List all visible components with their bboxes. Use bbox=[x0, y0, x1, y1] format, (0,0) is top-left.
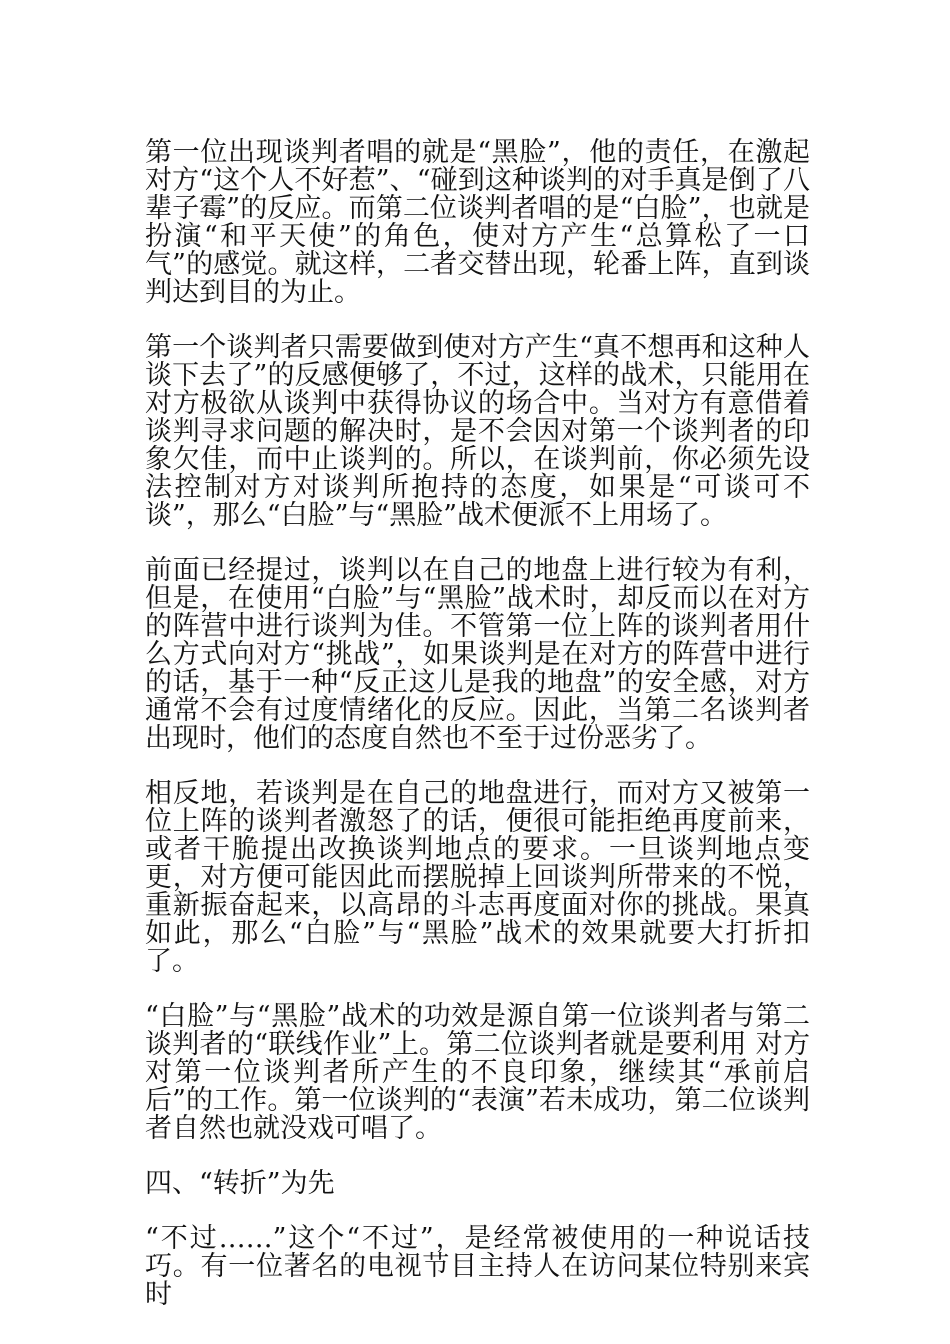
paragraph-however-technique: “不过……”这个“不过”，是经常被使用的一种说话技巧。有一位著名的电视节目主持人在访问某位特别来宾时 bbox=[145, 1223, 810, 1310]
paragraph-venue-advantage: 前面已经提过，谈判以在自己的地盘上进行较为有利，但是，在使用“白脸”与“黑脸”战术时，却反而以在对方的阵营中进行谈判为佳。不管第一位上阵的谈判者用什么方式向对方“挑战”，如果谈判是在对方的阵营中进行的话，基于一种“反正这儿是我的地盘”的安全感，对方通常不会有过度情绪化的反应。因此，当第二名谈判者出现时，他们的态度自然也不至于过份恶劣了。 bbox=[145, 555, 810, 754]
paragraph-home-venue-risk: 相反地，若谈判是在自己的地盘进行，而对方又被第一位上阵的谈判者激怒了的话，便很可能拒绝再度前来，或者干脆提出改换谈判地点的要求。一旦谈判地点变更，对方便可能因此而摆脱掉上回谈判所带来的不悦，重新振奋起来，以高昂的斗志再度面对你的挑战。果真如此，那么“白脸”与“黑脸”战术的效果就要大打折扣了。 bbox=[145, 778, 810, 977]
document-body bbox=[145, 139, 810, 1309]
paragraph-first-negotiator: 第一个谈判者只需要做到使对方产生“真不想再和这种人谈下去了”的反感便够了，不过，这样的战术，只能用在对方极欲从谈判中获得协议的场合中。当对方有意借着谈判寻求问题的解决时，是不会因对第一个谈判者的印象欠佳，而中止谈判的。所以，在谈判前，你必须先设法控制对方对谈判所抱持的态度，如果是“可谈可不谈”，那么“白脸”与“黑脸”战术便派不上用场了。 bbox=[145, 332, 810, 531]
section-heading: 四、“转折”为先 bbox=[145, 1168, 335, 1199]
paragraph-black-face-role: 第一位出现谈判者唱的就是“黑脸”，他的责任，在激起对方“这个人不好惹”、“碰到这种谈判的对手真是倒了八辈子霉”的反应。而第二位谈判者唱的是“白脸”，也就是扮演“和平天使”的角色，使对方产生“总算松了一口气”的感觉。就这样，二者交替出现，轮番上阵，直到谈判达到目的为止。 bbox=[145, 137, 810, 308]
paragraph-teamwork-effect: “白脸”与“黑脸”战术的功效是源自第一位谈判者与第二谈判者的“联线作业”上。第二位谈判者就是要利用 对方对第一位谈判者所产生的不良印象，继续其“承前启后”的工作。第一位谈判的“表演”若未成功，第二位谈判者自然也就没戏可唱了。 bbox=[145, 1001, 810, 1144]
